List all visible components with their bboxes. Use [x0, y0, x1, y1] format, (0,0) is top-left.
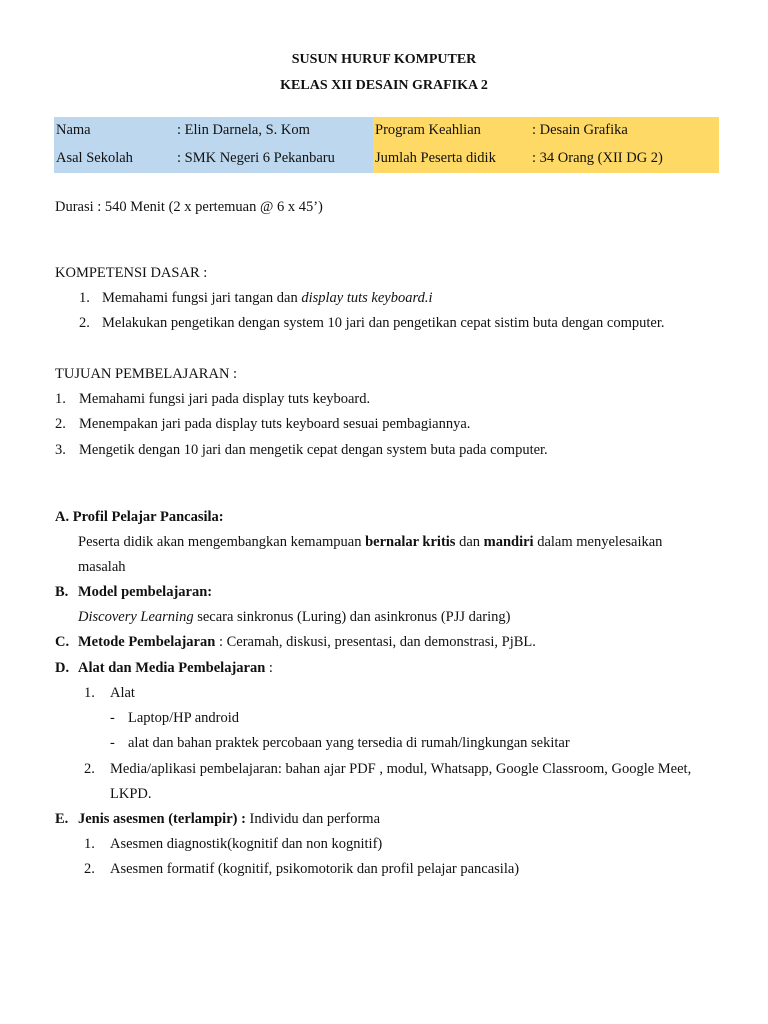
section-d-num-2: 2. [84, 761, 95, 777]
tujuan-item-2: Menempakan jari pada display tuts keyboard sesuai pembagiannya. [79, 416, 471, 432]
section-e-item-2: Asesmen formatif (kognitif, psikomotorik dan profil pelajar pancasila) [110, 861, 520, 877]
section-c-letter: C. [55, 634, 70, 650]
tujuan-item-1: Memahami fungsi jari pada display tuts keyboard. [79, 391, 371, 407]
label-nama: Nama [54, 117, 175, 145]
value-jumlah-peserta: : 34 Orang (XII DG 2) [530, 145, 719, 173]
kompetensi-heading: KOMPETENSI DASAR : [55, 265, 208, 281]
section-e-num-2: 2. [84, 861, 95, 877]
label-jumlah-peserta: Jumlah Peserta didik [373, 145, 530, 173]
tujuan-item-3: Mengetik dengan 10 jari dan mengetik cepat dengan system buta pada computer. [79, 442, 548, 458]
section-b-text: Discovery Learning secara sinkronus (Luring) dan asinkronus (PJJ daring) [78, 609, 511, 625]
section-d-letter: D. [55, 660, 70, 676]
durasi-text: Durasi : 540 Menit (2 x pertemuan @ 6 x 45’) [55, 199, 323, 215]
document-title: SUSUN HURUF KOMPUTER [291, 52, 477, 67]
kompetensi-num-2: 2. [79, 315, 90, 331]
section-d-sub-item-2: alat dan bahan praktek percobaan yang tersedia di rumah/lingkungan sekitar [128, 735, 570, 751]
section-b-letter: B. [55, 584, 69, 600]
section-b-heading: Model pembelajaran: [78, 584, 213, 600]
tujuan-num-3: 3. [55, 442, 66, 458]
tujuan-heading: TUJUAN PEMBELAJARAN : [55, 366, 238, 382]
kompetensi-item-2: Melakukan pengetikan dengan system 10 jari dan pengetikan cepat sistim buta dengan computer. [102, 315, 665, 331]
section-e-item-1: Asesmen diagnostik(kognitif dan non kognitif) [110, 836, 383, 852]
section-a-line-2: masalah [78, 559, 126, 575]
label-asal-sekolah: Asal Sekolah [54, 145, 175, 173]
document-subtitle: KELAS XII DESAIN GRAFIKA 2 [280, 78, 488, 93]
section-d-sub-dash-2: - [110, 735, 115, 751]
section-a-line-1: Peserta didik akan mengembangkan kemampuan bernalar kritis dan mandiri dalam menyelesaikan [78, 534, 663, 550]
kompetensi-item-1: Memahami fungsi jari tangan dan display tuts keyboard.i [102, 290, 433, 306]
section-d-sub-item-1: Laptop/HP android [128, 710, 240, 726]
section-e-num-1: 1. [84, 836, 95, 852]
section-d-item-2-line-1: Media/aplikasi pembelajaran: bahan ajar PDF , modul, Whatsapp, Google Classroom, Google Meet, [110, 761, 692, 777]
section-c-text: Metode Pembelajaran : Ceramah, diskusi, presentasi, dan demonstrasi, PjBL. [78, 634, 536, 650]
tujuan-num-1: 1. [55, 391, 66, 407]
value-asal-sekolah: : SMK Negeri 6 Pekanbaru [175, 145, 373, 173]
label-program-keahlian: Program Keahlian [373, 117, 530, 145]
section-d-item-2-line-2: LKPD. [110, 786, 152, 802]
section-d-num-1: 1. [84, 685, 95, 701]
section-d-sub-dash-1: - [110, 710, 115, 726]
section-d-item-1: Alat [110, 685, 135, 701]
value-program-keahlian: : Desain Grafika [530, 117, 719, 145]
section-e-letter: E. [55, 811, 69, 827]
tujuan-num-2: 2. [55, 416, 66, 432]
value-nama: : Elin Darnela, S. Kom [175, 117, 373, 145]
section-d-heading: Alat dan Media Pembelajaran : [78, 660, 273, 676]
section-e-heading: Jenis asesmen (terlampir) : Individu dan performa [78, 811, 381, 827]
section-a-heading: A. Profil Pelajar Pancasila: [55, 509, 224, 525]
kompetensi-num-1: 1. [79, 290, 90, 306]
